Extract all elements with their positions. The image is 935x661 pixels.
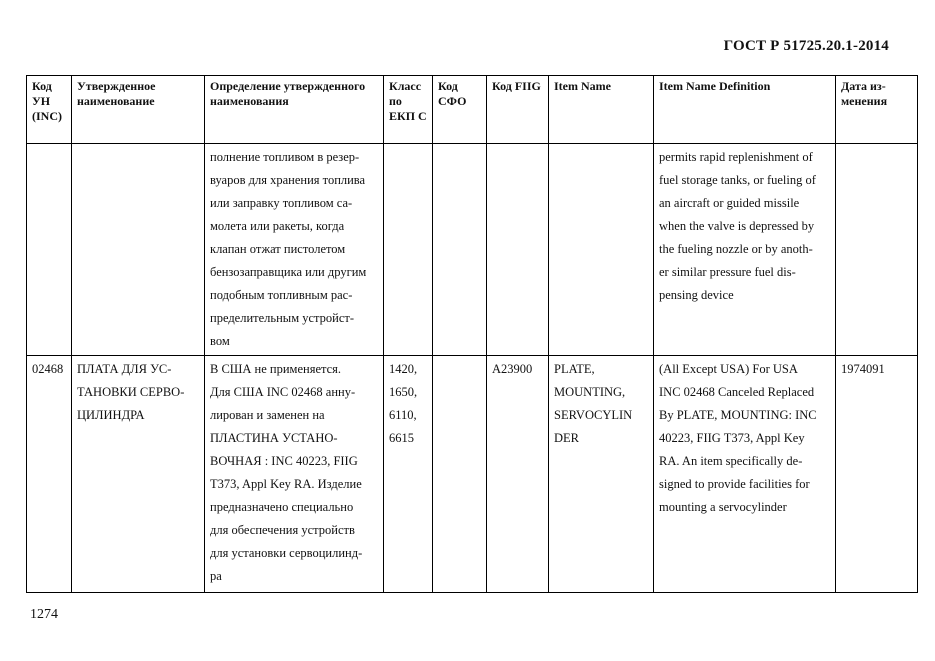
cell-definition-ru [205, 356, 384, 593]
cell-class [384, 356, 433, 593]
text-line: молета или ракеты, когда [210, 219, 345, 233]
text-line: RA. An item specifically de- [659, 454, 803, 468]
page-number: 1274 [30, 607, 58, 622]
text-line: подобным топливным рас- [210, 288, 353, 302]
text-line: полнение топливом в резер- [210, 150, 360, 164]
text-line: Для США INC 02468 анну- [210, 385, 356, 399]
cell-sfo [433, 144, 487, 356]
text-line: лирован и заменен на [210, 408, 325, 422]
text-line: В США не применяется. [210, 362, 342, 376]
cell-fiig [487, 356, 549, 593]
cell-item-name [549, 356, 654, 593]
text-line: ПЛАСТИНА УСТАНО- [210, 431, 338, 445]
text-line: MOUNTING, [554, 385, 626, 399]
col-header-inc: Код УН (INC) [27, 76, 72, 144]
col-header-definition-ru: Определение утвержденного наименования [205, 76, 384, 144]
catalog-table [26, 75, 918, 593]
cell-name-ru [72, 356, 205, 593]
inc-code: 02468 [32, 362, 64, 376]
class-code: 1650, [389, 385, 418, 399]
text-line: (All Except USA) For USA [659, 362, 798, 376]
col-header-date: Дата из-менения [836, 76, 918, 144]
cell-item-name [549, 144, 654, 356]
text-line: ЦИЛИНДРА [77, 408, 145, 422]
text-line: PLATE, [554, 362, 595, 376]
cell-item-name-definition [654, 356, 836, 593]
text-line: signed to provide facilities for [659, 477, 810, 491]
cell-inc [27, 356, 72, 593]
text-line: пределительным устройст- [210, 311, 355, 325]
text-line: для обеспечения устройств [210, 523, 355, 537]
text-line: when the valve is depressed by [659, 219, 815, 233]
text-line: By PLATE, MOUNTING: INC [659, 408, 817, 422]
document-code: ГОСТ Р 51725.20.1-2014 [723, 38, 889, 54]
text-line: mounting a servocylinder [659, 500, 787, 514]
text-line: SERVOCYLIN [554, 408, 633, 422]
fiig-code: A23900 [492, 362, 533, 376]
text-line: fuel storage tanks, or fueling of [659, 173, 816, 187]
text-line: клапан отжат пистолетом [210, 242, 346, 256]
col-header-class: Класс по ЕКП С [384, 76, 433, 144]
class-code: 1420, [389, 362, 418, 376]
table-row [27, 356, 918, 593]
text-line: DER [554, 431, 579, 445]
cell-sfo [433, 356, 487, 593]
text-line: ПЛАТА ДЛЯ УС- [77, 362, 172, 376]
text-line: 40223, FIIG T373, Appl Key [659, 431, 805, 445]
col-header-fiig: Код FIIG [487, 76, 549, 144]
cell-date [836, 144, 918, 356]
col-header-sfo: Код СФО [433, 76, 487, 144]
text-line: или заправку топливом са- [210, 196, 353, 210]
text-line: для установки сервоцилинд- [210, 546, 363, 560]
col-header-item-name: Item Name [549, 76, 654, 144]
text-line: бензозаправщика или другим [210, 265, 367, 279]
cell-class [384, 144, 433, 356]
text-line: T373, Appl Key RA. Изделие [210, 477, 362, 491]
text-line: вом [210, 334, 230, 348]
cell-item-name-definition [654, 144, 836, 356]
cell-date [836, 356, 918, 593]
text-line: ТАНОВКИ СЕРВО- [77, 385, 185, 399]
text-line: предназначено специально [210, 500, 354, 514]
text-line: an aircraft or guided missile [659, 196, 800, 210]
cell-definition-ru [205, 144, 384, 356]
col-header-name-ru: Утвержденное наименование [72, 76, 205, 144]
text-line: INC 02468 Canceled Replaced [659, 385, 815, 399]
text-line: вуаров для хранения топлива [210, 173, 366, 187]
class-code: 6615 [389, 431, 414, 445]
text-line: er similar pressure fuel dis- [659, 265, 796, 279]
text-line: the fueling nozzle or by anoth- [659, 242, 813, 256]
cell-name-ru [72, 144, 205, 356]
text-line: ВОЧНАЯ : INC 40223, FIIG [210, 454, 358, 468]
cell-inc [27, 144, 72, 356]
class-code: 6110, [389, 408, 417, 422]
header-row [27, 76, 918, 144]
table-row [27, 144, 918, 356]
text-line: ра [210, 569, 222, 583]
col-header-item-name-definition: Item Name Definition [654, 76, 836, 144]
text-line: pensing device [659, 288, 734, 302]
change-date: 1974091 [841, 362, 885, 376]
cell-fiig [487, 144, 549, 356]
text-line: permits rapid replenishment of [659, 150, 813, 164]
